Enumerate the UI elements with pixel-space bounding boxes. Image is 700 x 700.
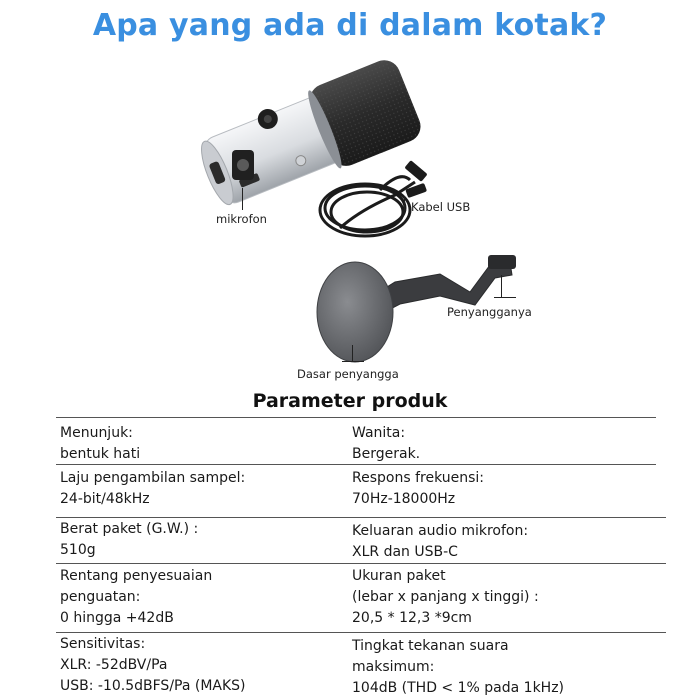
param-package-size (352, 566, 539, 629)
param-label: Sensitivitas: (60, 636, 146, 652)
stand-leader (501, 275, 502, 297)
stand-base-leader-foot (342, 361, 364, 362)
microphone-callout: mikrofon (216, 212, 267, 226)
param-value: 0 hingga +42dB (60, 610, 174, 626)
param-label: Laju pengambilan sampel: (60, 470, 246, 486)
param-label: penguatan: (60, 589, 141, 605)
param-label: Menunjuk: (60, 425, 133, 441)
param-value: 20,5 * 12,3 *9cm (352, 610, 472, 626)
param-label: Keluaran audio mikrofon: (352, 523, 529, 539)
params-title: Parameter produk (252, 390, 448, 412)
param-value: 24-bit/48kHz (60, 491, 150, 507)
param-value: XLR: -52dBV/Pa (60, 657, 168, 673)
usb-cable-leader (404, 196, 405, 210)
stand-base-image (317, 262, 393, 362)
table-rule (56, 632, 666, 633)
param-label: Wanita: (352, 425, 406, 441)
param-value: bentuk hati (60, 446, 141, 462)
param-label: Ukuran paket (352, 568, 446, 584)
param-value: XLR dan USB-C (352, 544, 458, 560)
param-sample-rate (60, 468, 245, 510)
usb-cable-image (320, 160, 428, 236)
param-label: maksimum: (352, 659, 435, 675)
stand-callout: Penyangganya (447, 305, 532, 319)
param-value: 70Hz-18000Hz (352, 491, 456, 507)
param-max-spl (352, 636, 564, 699)
table-rule (56, 517, 666, 518)
usb-cable-callout: Kabel USB (411, 200, 471, 214)
param-gain-range (60, 566, 212, 629)
param-label: Berat paket (G.W.) : (60, 521, 199, 537)
param-label: (lebar x panjang x tinggi) : (352, 589, 539, 605)
param-package-weight (60, 519, 198, 561)
param-color (352, 423, 420, 465)
param-sensitivity (60, 634, 246, 697)
stand-base-leader (352, 345, 353, 361)
headline: Apa yang ada di dalam kotak? (92, 8, 608, 43)
stand-base-callout: Dasar penyangga (297, 367, 399, 381)
table-rule (56, 417, 656, 418)
param-value: 104dB (THD < 1% pada 1kHz) (352, 680, 565, 696)
stand-leader-foot (494, 297, 516, 298)
param-value: 510g (60, 542, 96, 558)
param-audio-output (352, 521, 528, 563)
microphone-leader (242, 188, 243, 210)
table-rule (56, 563, 666, 564)
param-value: USB: -10.5dBFS/Pa (MAKS) (60, 678, 246, 694)
param-label: Tingkat tekanan suara (352, 638, 509, 654)
param-frequency-response (352, 468, 484, 510)
param-value: Bergerak. (352, 446, 421, 462)
param-label: Rentang penyesuaian (60, 568, 213, 584)
param-label: Respons frekuensi: (352, 470, 485, 486)
param-pattern (60, 423, 140, 465)
